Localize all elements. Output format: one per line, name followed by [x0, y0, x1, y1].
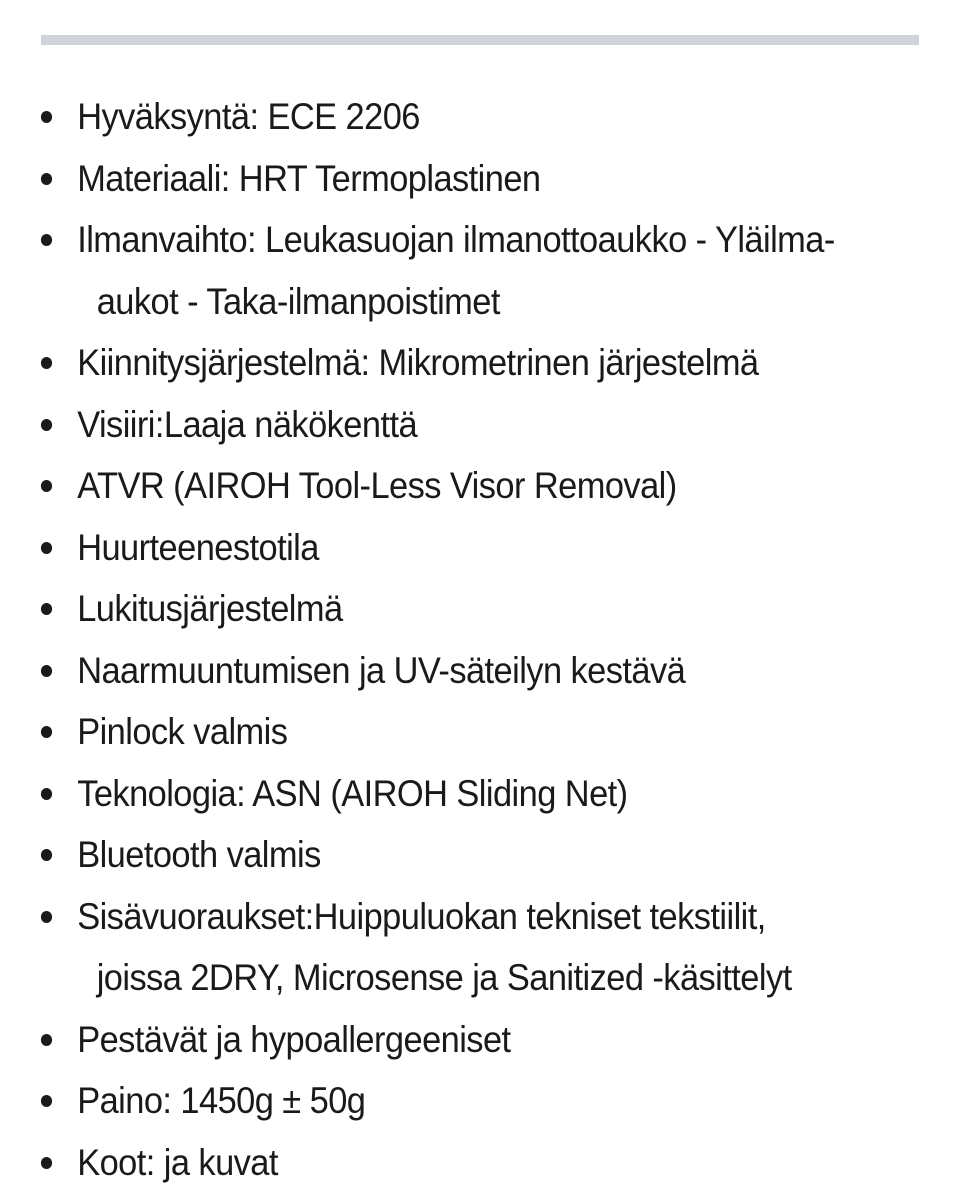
list-item — [0, 148, 893, 210]
spec-text: Lukitusjärjestelmä — [77, 588, 342, 629]
list-item — [0, 1009, 893, 1071]
spec-text: Ilmanvaihto: Leukasuojan ilmanottoaukko - Yläilma- — [77, 219, 835, 260]
spec-text: Paino: 1450g ± 50g — [77, 1080, 365, 1121]
bullet-icon — [41, 234, 52, 246]
bullet-icon — [41, 1095, 52, 1107]
list-item — [0, 209, 893, 332]
list-item — [0, 824, 893, 886]
list-item — [0, 1132, 893, 1193]
spec-text: Visiiri:Laaja näkökenttä — [77, 404, 417, 445]
bullet-icon — [41, 726, 52, 738]
bullet-icon — [41, 1034, 52, 1046]
spec-text: Pinlock valmis — [77, 711, 287, 752]
spec-text: Pestävät ja hypoallergeeniset — [77, 1019, 510, 1060]
bullet-icon — [41, 603, 52, 615]
bullet-icon — [41, 788, 52, 800]
spec-list — [0, 86, 960, 1193]
list-item — [0, 394, 893, 456]
section-divider — [41, 35, 919, 45]
spec-text-continued: aukot - Taka-ilmanpoistimet — [77, 271, 855, 333]
list-item — [0, 701, 893, 763]
spec-text: Koot: ja kuvat — [77, 1142, 278, 1183]
spec-text: Sisävuoraukset:Huippuluokan tekniset tekstiilit, — [77, 896, 766, 937]
spec-text: Hyväksyntä: ECE 2206 — [77, 96, 420, 137]
list-item — [0, 640, 893, 702]
spec-text: Huurteenestotila — [77, 527, 319, 568]
list-item — [0, 886, 893, 1009]
bullet-icon — [41, 357, 52, 369]
bullet-icon — [41, 849, 52, 861]
list-item — [0, 86, 893, 148]
spec-text: ATVR (AIROH Tool-Less Visor Removal) — [77, 465, 676, 506]
bullet-icon — [41, 1157, 52, 1169]
list-item — [0, 578, 893, 640]
bullet-icon — [41, 665, 52, 677]
spec-text: Bluetooth valmis — [77, 834, 321, 875]
list-item — [0, 1070, 893, 1132]
list-item — [0, 455, 893, 517]
list-item — [0, 517, 893, 579]
spec-text: Kiinnitysjärjestelmä: Mikrometrinen järjestelmä — [77, 342, 758, 383]
bullet-icon — [41, 111, 52, 123]
bullet-icon — [41, 419, 52, 431]
spec-text: Teknologia: ASN (AIROH Sliding Net) — [77, 773, 627, 814]
list-item — [0, 332, 893, 394]
bullet-icon — [41, 542, 52, 554]
bullet-icon — [41, 173, 52, 185]
spec-text: Materiaali: HRT Termoplastinen — [77, 158, 540, 199]
list-item — [0, 763, 893, 825]
bullet-icon — [41, 911, 52, 923]
spec-text-continued: joissa 2DRY, Microsense ja Sanitized -käsittelyt — [77, 947, 855, 1009]
spec-text: Naarmuuntumisen ja UV-säteilyn kestävä — [77, 650, 685, 691]
bullet-icon — [41, 480, 52, 492]
